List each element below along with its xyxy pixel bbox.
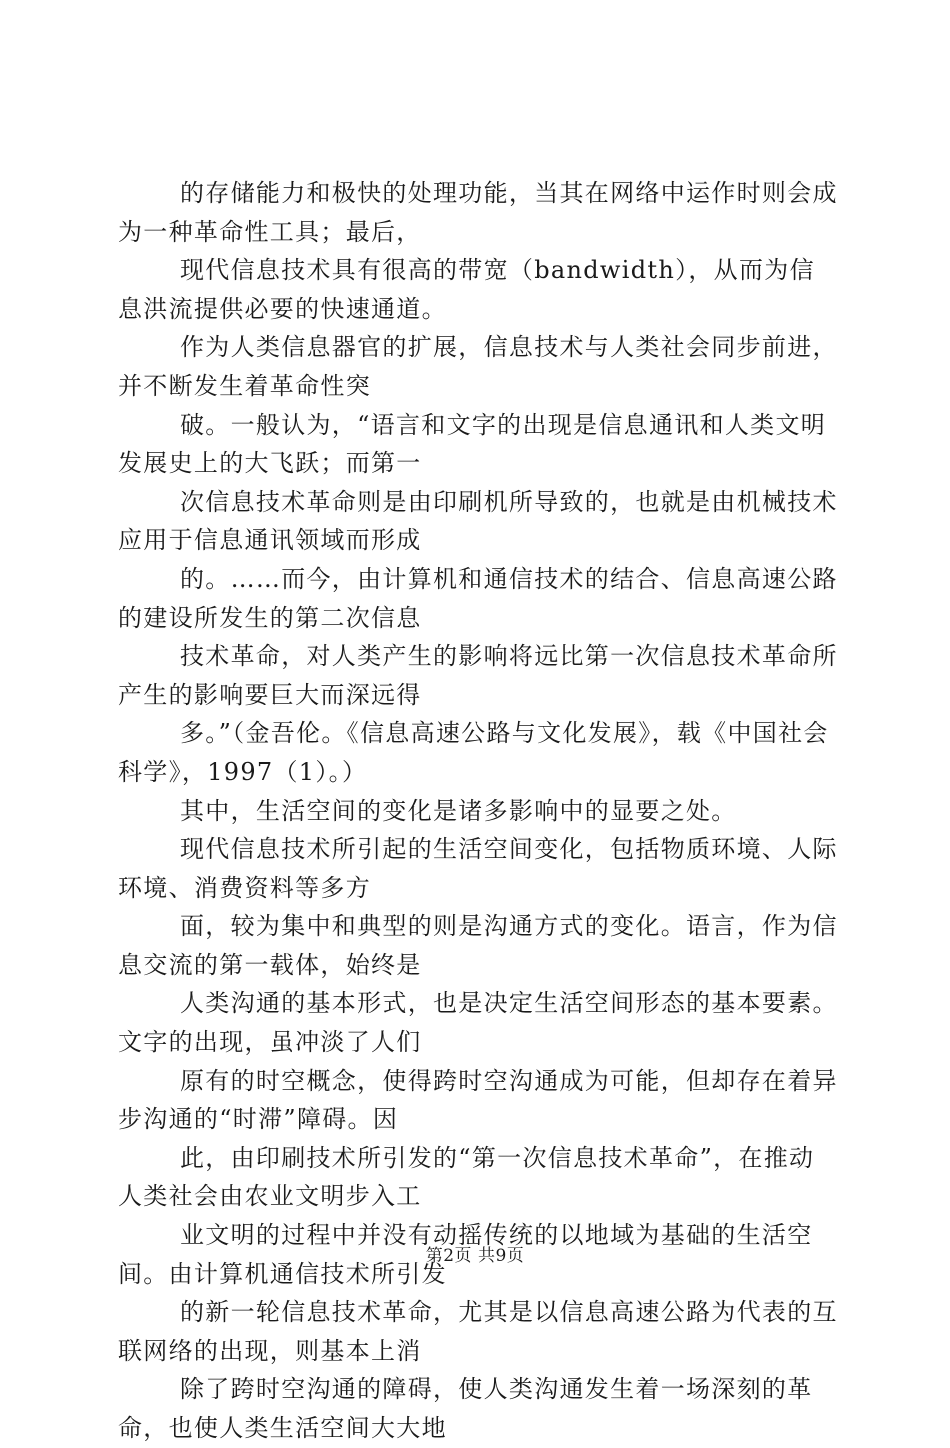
paragraph: 现代信息技术具有很高的带宽（bandwidth），从而为信息洪流提供必要的快速通道。 (118, 256, 815, 323)
paragraph: 除了跨时空沟通的障碍，使人类沟通发生着一场深刻的革命，也使人类生活空间大大地 (118, 1375, 813, 1442)
paragraph: 的新一轮信息技术革命，尤其是以信息高速公路为代表的互联网络的出现，则基本上消 (118, 1298, 838, 1365)
paragraph: 的。……而今，由计算机和通信技术的结合、信息高速公路的建设所发生的第二次信息 (118, 564, 838, 632)
paragraph: 人类沟通的基本形式，也是决定生活空间形态的基本要素。文字的出现，虽冲淡了人们 (118, 989, 838, 1057)
paragraph: 作为人类信息器官的扩展，信息技术与人类社会同步前进，并不断发生着革命性突 (118, 333, 838, 400)
paragraph: 破。一般认为，“语言和文字的出现是信息通讯和人类文明发展史上的大飞跃；而第一 (118, 410, 827, 478)
paragraph: 其中，生活空间的变化是诸多影响中的显要之处。 (180, 796, 737, 825)
paragraph: 现代信息技术所引起的生活空间变化，包括物质环境、人际环境、消费资料等多方 (118, 835, 838, 902)
paragraph: 的存储能力和极快的处理功能，当其在网络中运作时则会成为一种革命性工具；最后， (118, 179, 838, 246)
page-number-footer: 第2页 共9页 (425, 1246, 525, 1266)
paragraph: 多。”（金吾伦。《信息高速公路与文化发展》，载《中国社会科学》，1997（1）。） (118, 719, 829, 786)
paragraph: 此，由印刷技术所引发的“第一次信息技术革命”，在推动人类社会由农业文明步入工 (118, 1143, 815, 1211)
paragraph: 技术革命，对人类产生的影响将远比第一次信息技术革命所产生的影响要巨大而深远得 (118, 642, 838, 709)
paragraph: 面，较为集中和典型的则是沟通方式的变化。语言，作为信息交流的第一载体，始终是 (118, 912, 838, 979)
paragraph: 原有的时空概念，使得跨时空沟通成为可能，但却存在着异步沟通的“时滞”障碍。因 (118, 1066, 838, 1134)
paragraph: 次信息技术革命则是由印刷机所导致的，也就是由机械技术应用于信息通讯领域而形成 (118, 487, 838, 555)
paragraph: 业文明的过程中并没有动摇传统的以地域为基础的生活空间。由计算机通信技术所引发 (118, 1221, 813, 1288)
